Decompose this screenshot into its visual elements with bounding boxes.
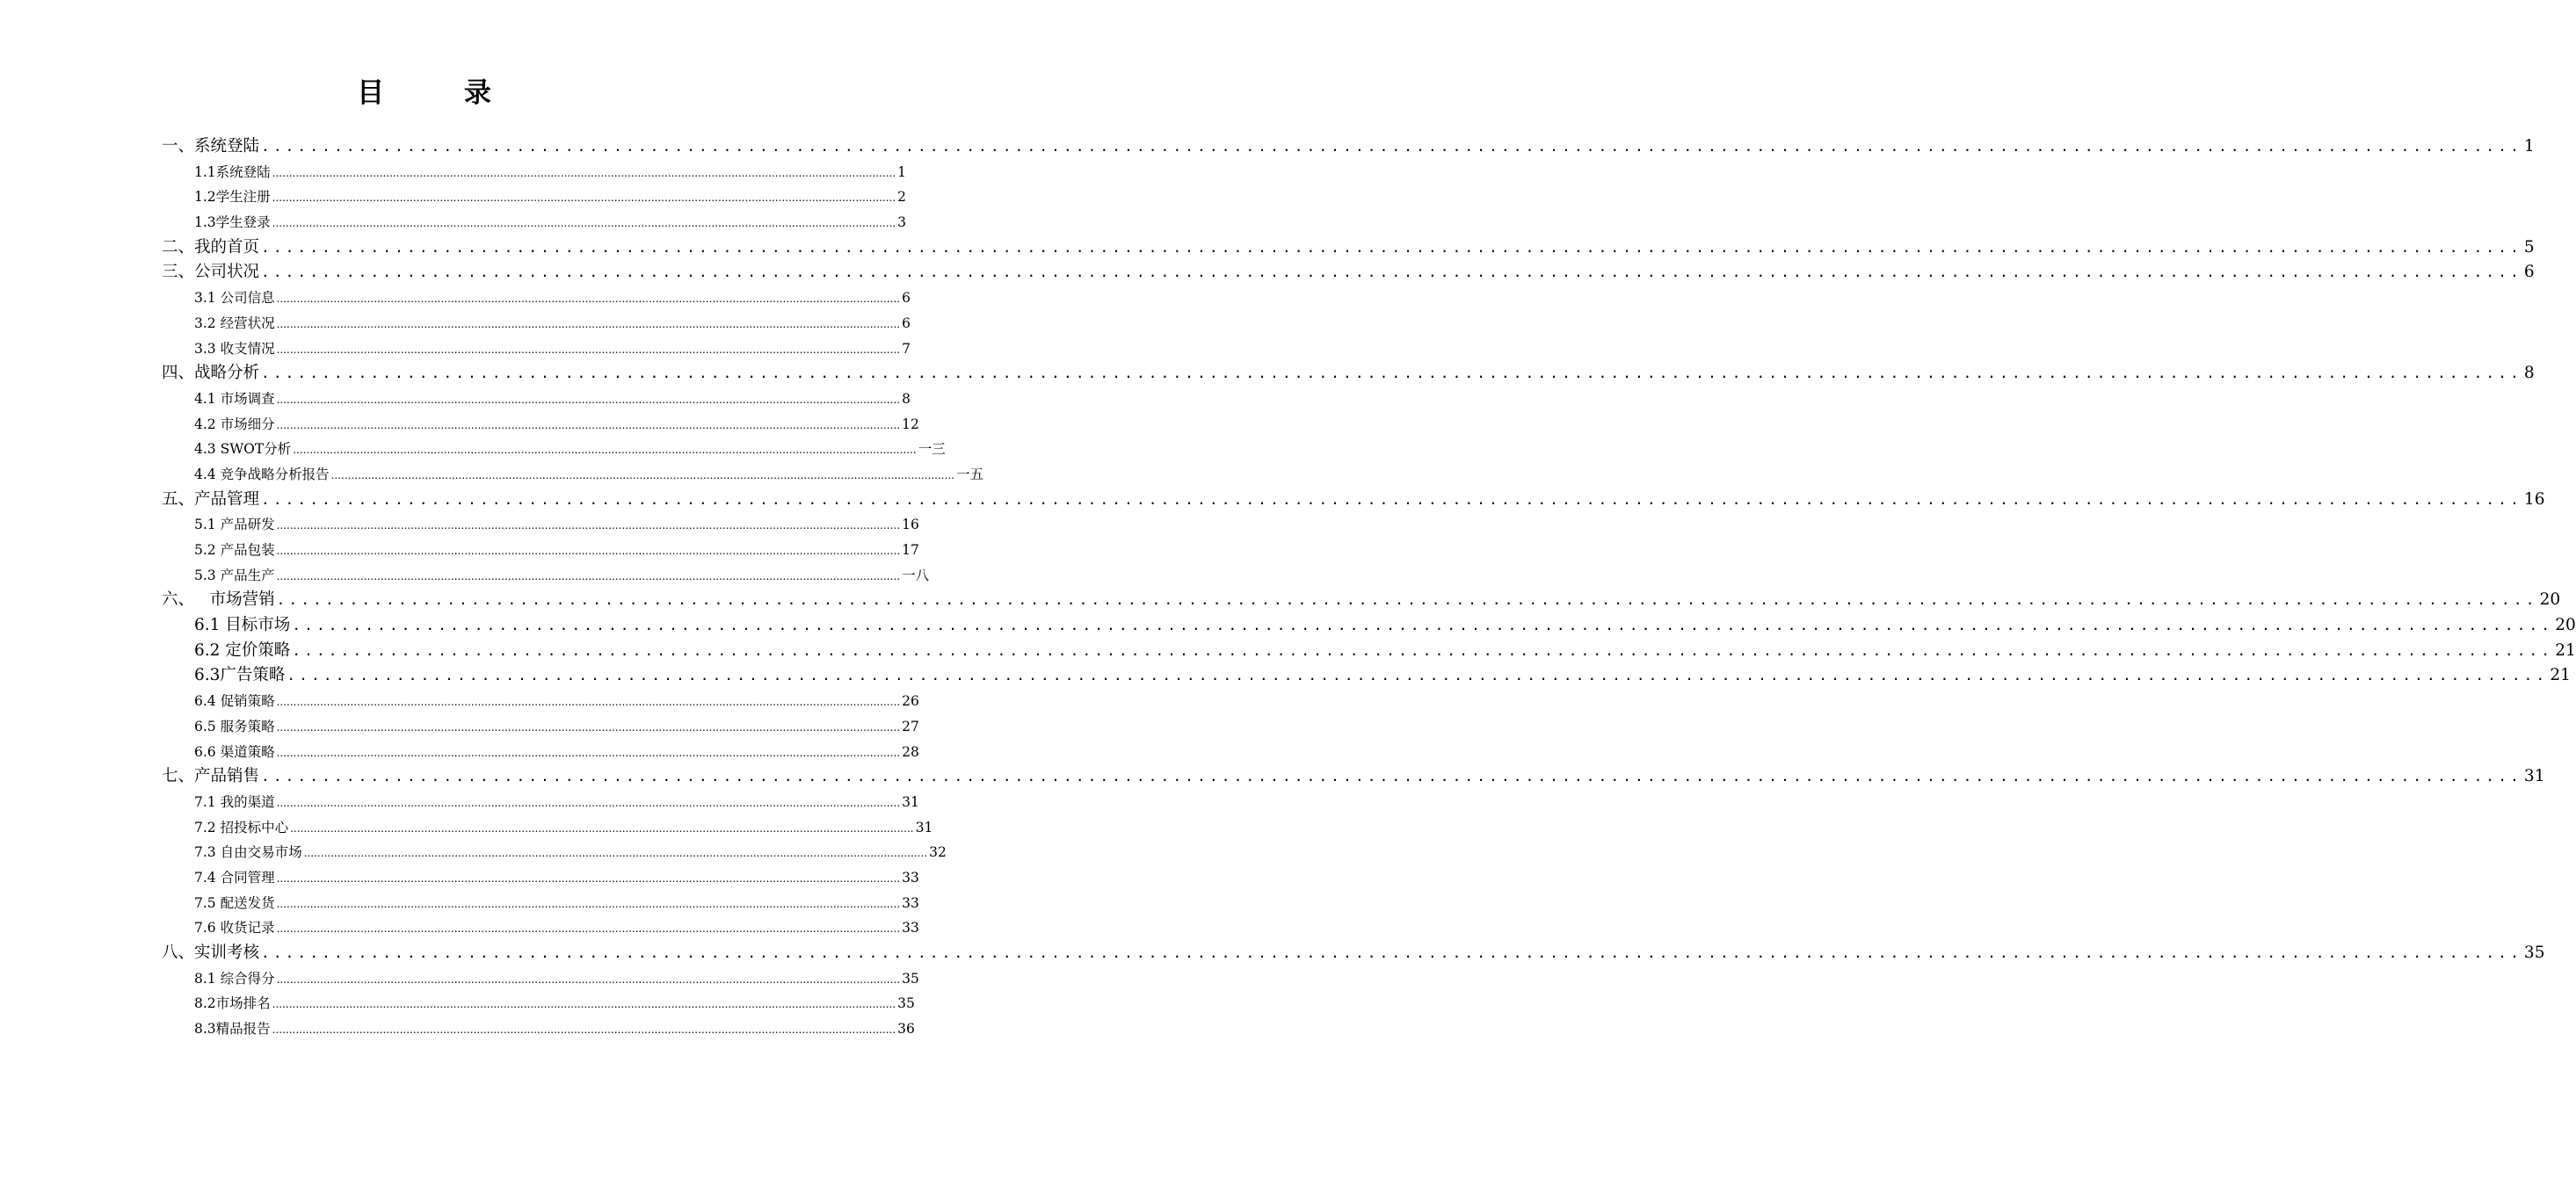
toc-leader: .......................................................................................................................................................................................... [276,569,901,582]
toc-label: 6.5 服务策略 [194,718,275,734]
toc-label: 四、战略分析 [162,364,260,383]
toc-page-number: 31 [915,819,933,835]
toc-label: 4.4 竞争战略分析报告 [194,466,330,482]
toc-section[interactable] [0,714,919,740]
toc-label: 三、公司状况 [162,263,260,282]
toc-section[interactable] [0,512,919,538]
toc-label: 6.6 渠道策略 [194,743,275,760]
toc-leader: .......................................................................................................................................................................................... [276,519,901,532]
toc-leader: .......................................................................................................................................................................................... [303,847,928,860]
toc-leader: .......................................................................................................................................................................................... [276,746,901,759]
toc-label: 八、实训考核 [162,944,260,962]
toc-label: 5.1 产品研发 [194,517,275,533]
toc-leader: .......................................................................................................................................................................................... [261,365,2522,382]
toc-page-number: 20 [2539,590,2561,610]
toc-page-number: 6 [902,290,911,307]
toc-leader: .......................................................................................................................................................................................... [276,393,901,406]
toc-chapter[interactable] [0,764,2545,790]
toc-label: 5.3 产品生产 [194,567,275,583]
toc-page-number: 33 [902,869,919,886]
toc-chapter[interactable] [0,361,2535,387]
toc-label: 6.2 定价策略 [194,640,291,660]
toc-page-number: 一八 [902,567,930,583]
toc-leader: .......................................................................................................................................................................................... [276,317,901,330]
toc-leader: .......................................................................................................................................................................................... [276,591,2538,609]
toc-page-number: 8 [902,390,911,407]
toc-section[interactable] [0,437,946,462]
toc-leader: .......................................................................................................................................................................................... [276,897,901,910]
toc-leader: .......................................................................................................................................................................................... [276,343,901,356]
toc-label: 4.2 市场细分 [194,416,275,432]
toc-leader: .......................................................................................................................................................................................... [276,720,901,734]
toc-leader: .......................................................................................................................................................................................... [276,872,901,885]
toc-label: 7.6 收货记录 [194,920,275,937]
toc-page-number: 33 [902,920,919,937]
toc-page-number: 一五 [956,466,984,482]
toc-leader: .......................................................................................................................................................................................... [276,545,901,557]
toc-label: 7.1 我的渠道 [194,793,275,810]
toc-leader: .......................................................................................................................................................................................... [272,166,896,179]
toc-label: 5.2 产品包装 [194,542,275,558]
toc-page-number: 36 [897,1021,915,1038]
toc-chapter[interactable] [0,588,2561,613]
toc-leader: .......................................................................................................................................................................................... [287,667,2549,684]
toc-leader: .......................................................................................................................................................................................... [261,138,2522,155]
toc-label: 二、我的首页 [162,237,260,257]
toc-page-number: 21 [2550,666,2571,685]
toc-page-number: 16 [902,517,919,533]
toc-label: 8.1 综合得分 [194,970,275,987]
toc-page-number: 16 [2523,489,2545,509]
toc-section[interactable] [0,184,907,210]
toc-leader: .......................................................................................................................................................................................... [276,922,901,936]
toc-section[interactable] [0,639,2576,664]
toc-section[interactable] [0,840,947,865]
toc-section[interactable] [0,387,911,412]
toc-leader: .......................................................................................................................................................................................... [276,293,901,306]
toc-leader: .......................................................................................................................................................................................... [276,418,901,431]
toc-section[interactable] [0,563,930,589]
toc-page-number: 21 [2555,640,2576,660]
toc-label: 1.2学生注册 [194,189,271,206]
toc-page-number: 20 [2555,616,2576,635]
toc-section[interactable] [0,915,919,941]
toc-page-number: 32 [929,844,947,861]
toc-section[interactable] [0,286,911,311]
toc-leader: .......................................................................................................................................................................................... [272,192,896,205]
toc-leader: .......................................................................................................................................................................................... [293,444,917,457]
toc-page-number: 8 [2523,364,2535,383]
toc-page-number: 31 [2523,767,2545,786]
toc-label: 4.3 SWOT分析 [194,441,292,458]
toc-leader: .......................................................................................................................................................................................... [276,696,901,709]
toc-label: 7.5 配送发货 [194,894,275,911]
toc-section[interactable] [0,790,919,815]
toc-page-number: 1 [2523,137,2535,156]
toc-section[interactable] [0,160,907,185]
page-title: 目 录 [357,77,526,109]
toc-page-number: 35 [2523,944,2545,962]
toc-label: 五、产品管理 [162,489,260,509]
toc-section[interactable] [0,891,919,916]
toc-leader: .......................................................................................................................................................................................... [292,617,2554,634]
toc-label: 1.3学生登录 [194,214,271,231]
toc-label: 6.1 目标市场 [194,616,291,635]
toc-label: 3.1 公司信息 [194,290,275,307]
toc-page-number: 26 [902,693,919,710]
toc-page-number: 7 [902,340,911,357]
toc-section[interactable] [0,663,2571,689]
toc-page-number: 28 [902,743,919,760]
toc-section[interactable] [0,740,919,765]
toc-label: 8.3精品报告 [194,1021,271,1038]
toc-leader: .......................................................................................................................................................................................... [276,796,901,809]
toc-section[interactable] [0,462,984,488]
toc-label: 7.2 招投标中心 [194,819,289,835]
toc-section[interactable] [0,865,919,891]
toc-chapter[interactable] [0,260,2535,286]
toc-page-number: 33 [902,894,919,911]
toc-section[interactable] [0,311,911,336]
toc-page-number: 31 [902,793,919,810]
toc-leader: .......................................................................................................................................................................................... [261,264,2522,281]
toc-leader: .......................................................................................................................................................................................... [272,1023,896,1037]
toc-page-number: 一三 [918,441,946,458]
toc-page-number: 35 [897,995,915,1012]
toc-page-number: 12 [902,416,919,432]
toc-section[interactable] [0,336,911,362]
toc-chapter[interactable] [0,488,2545,513]
toc-leader: .......................................................................................................................................................................................... [272,998,896,1011]
toc-leader: .......................................................................................................................................................................................... [290,821,914,835]
toc-label: 6.4 促销策略 [194,693,275,710]
toc-leader: .......................................................................................................................................................................................... [330,468,955,481]
toc-section[interactable] [0,1016,915,1042]
toc-leader: .......................................................................................................................................................................................... [261,238,2522,256]
toc-section[interactable] [0,613,2576,639]
toc-page-number: 35 [902,970,919,987]
toc-section[interactable] [0,991,915,1016]
toc-label: 3.3 收支情况 [194,340,275,357]
toc-label: 1.1系统登陆 [194,163,271,180]
toc-label: 七、产品销售 [162,767,260,786]
toc-leader: .......................................................................................................................................................................................... [261,768,2522,785]
toc-label: 7.4 合同管理 [194,869,275,886]
toc-leader: .......................................................................................................................................................................................... [261,490,2522,508]
toc-section[interactable] [0,966,919,992]
toc-page-number: 6 [902,315,911,331]
toc-leader: .......................................................................................................................................................................................... [276,973,901,986]
toc-section[interactable] [0,210,907,235]
toc-page-number: 6 [2523,263,2535,282]
toc-label: 4.1 市场调查 [194,390,275,407]
toc-page-number: 1 [897,163,907,180]
toc-leader: .......................................................................................................................................................................................... [272,217,896,230]
toc-section[interactable] [0,412,919,438]
toc-page-number: 27 [902,718,919,734]
toc-label: 3.2 经营状况 [194,315,275,331]
toc-label: 6.3广告策略 [194,666,286,685]
toc-label: 六、 市场营销 [162,590,275,610]
toc-chapter[interactable] [0,134,2535,160]
toc-section[interactable] [0,538,919,563]
toc-label: 7.3 自由交易市场 [194,844,302,861]
toc-leader: .......................................................................................................................................................................................... [261,944,2522,961]
toc-page-number: 2 [897,189,907,206]
toc-page-number: 5 [2523,237,2535,257]
toc-section[interactable] [0,689,919,714]
table-of-contents [0,134,2576,1042]
toc-leader: .......................................................................................................................................................................................... [292,641,2554,659]
toc-chapter[interactable] [0,235,2535,261]
toc-label: 一、系统登陆 [162,137,260,156]
toc-page-number: 3 [897,214,907,231]
toc-section[interactable] [0,815,933,841]
toc-label: 8.2市场排名 [194,995,271,1012]
toc-page-number: 17 [902,542,919,558]
toc-chapter[interactable] [0,941,2545,966]
